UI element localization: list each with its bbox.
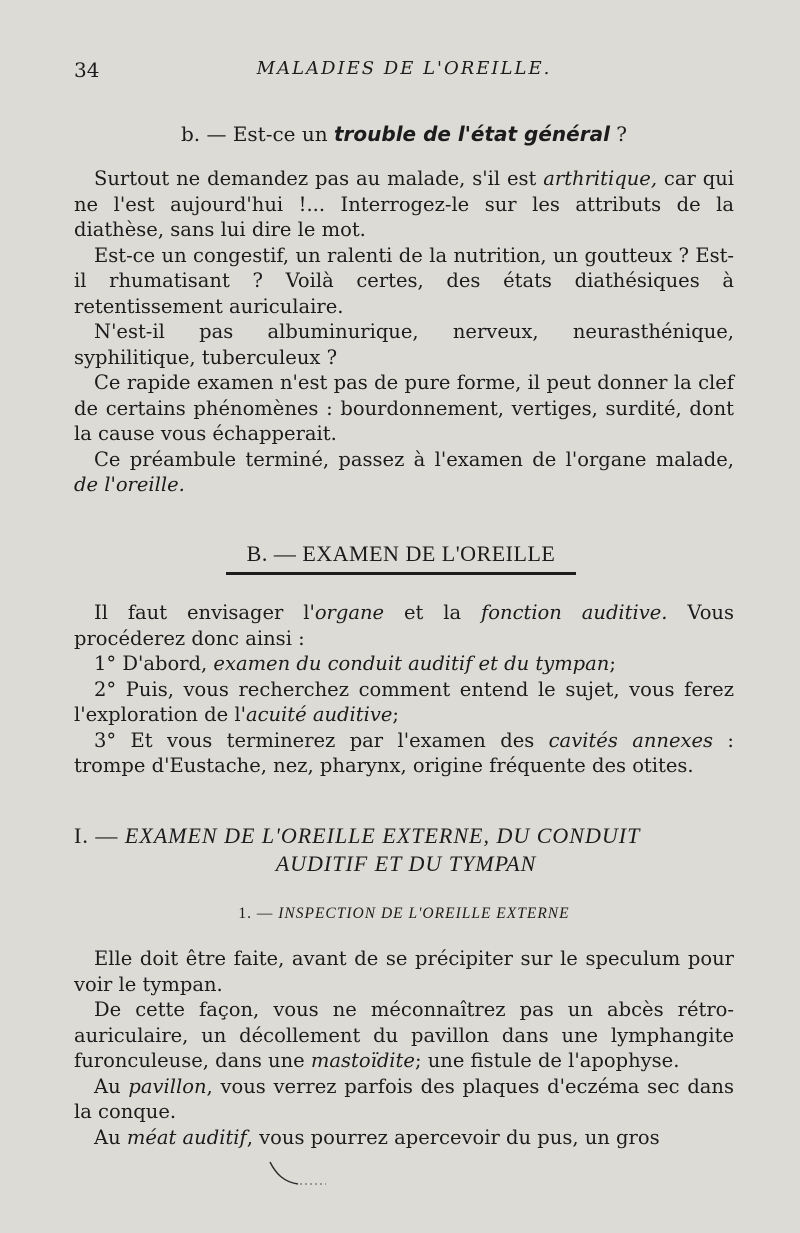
section-b-heading: B. — EXAMEN DE L'OREILLE (226, 541, 576, 575)
paragraph: Ce rapide examen n'est pas de pure forme, il peut donner la clef de certains phénomènes : bourdonnement, vertiges, surdité, dont la cause vous échapperait. (74, 371, 734, 445)
paragraph: N'est-il pas albuminurique, nerveux, neurasthénique, syphilitique, tuberculeux ? (74, 320, 734, 369)
section-b-paragraphs (74, 600, 734, 779)
paragraph: Au pavillon, vous verrez parfois des plaques d'eczéma sec dans la conque. (74, 1074, 734, 1123)
paragraph: De cette façon, vous ne méconnaîtrez pas un abcès rétro-auriculaire, un décollement du pavillon dans une lymphangite furonculeuse, dans une mastoïdite; une fistule de l'apophyse. (74, 998, 734, 1072)
catchword-mark-icon (268, 1160, 328, 1190)
paragraph: Ce préambule terminé, passez à l'examen de l'organe malade, de l'oreille. (74, 447, 734, 496)
running-header (74, 58, 734, 86)
paragraph: Surtout ne demandez pas au malade, s'il est arthritique, car qui ne l'est aujourd'hui !... Interrogez-le sur les attributs de la diathèse, sans lui dire le mot. (74, 167, 734, 241)
paragraph: Elle doit être faite, avant de se précipiter sur le speculum pour voir le tympan. (74, 947, 734, 996)
paragraph: Il faut envisager l'organe et la fonction auditive. Vous procéderez donc ainsi : (74, 601, 734, 650)
paragraph: Au méat auditif, vous pourrez apercevoir du pus, un gros (94, 1125, 660, 1149)
list-item: 2° Puis, vous recherchez comment entend le sujet, vous ferez l'exploration de l'acuité auditive; (74, 677, 734, 726)
paragraph: Est-ce un congestif, un ralenti de la nutrition, un goutteux ? Est-il rhumatisant ? Voilà certes, des états diathésiques à retentissement auriculaire. (74, 243, 734, 318)
subheading-b: b. — Est-ce un trouble de l'état général ? (180, 122, 628, 146)
intro-paragraphs (74, 166, 734, 498)
list-item: 1° D'abord, examen du conduit auditif et du tympan; (94, 652, 616, 675)
page-number: 34 (74, 58, 100, 82)
subheading-b-emphasis: trouble de l'état général (333, 122, 610, 146)
subsection-heading: 1. — INSPECTION DE L'OREILLE EXTERNE (238, 905, 570, 922)
running-title: MALADIES DE L'OREILLE. (256, 58, 552, 79)
inspection-paragraphs (74, 946, 734, 1150)
list-item: 3° Et vous terminerez par l'examen des cavités annexes : trompe d'Eustache, nez, pharynx, origine fréquente des otites. (74, 728, 734, 777)
section-i-heading: I. — EXAMEN DE L'OREILLE EXTERNE, DU CONDUIT AUDITIF ET DU TYMPAN (74, 823, 641, 876)
